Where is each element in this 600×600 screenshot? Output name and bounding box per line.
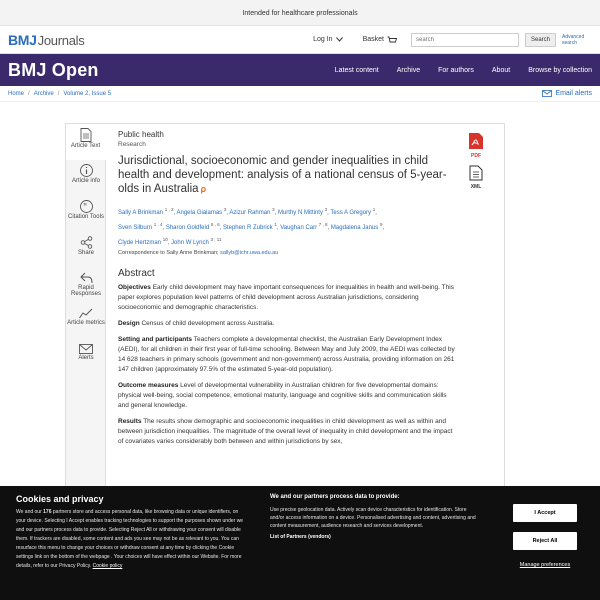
- cookie-purposes: [260, 486, 488, 600]
- reply-icon: [80, 272, 93, 284]
- author-name[interactable]: Stephen R Zubrick: [222, 225, 273, 231]
- share-icon: [80, 236, 93, 249]
- svg-text:": ": [82, 203, 87, 213]
- article-subsection: Research: [118, 141, 146, 148]
- breadcrumb-issue[interactable]: Volume 2, Issue 5: [63, 90, 112, 97]
- article-content: [118, 130, 458, 447]
- breadcrumb: [8, 91, 111, 97]
- advanced-search-link[interactable]: Advanced search: [562, 33, 585, 46]
- manage-preferences-link[interactable]: Manage preferences: [519, 562, 571, 568]
- partners-list-link[interactable]: List of Partners (vendors): [270, 534, 331, 540]
- author-name[interactable]: Tess A Gregory: [330, 210, 372, 216]
- tool-share[interactable]: [66, 232, 106, 268]
- abstract-setting: [118, 335, 458, 375]
- tool-label: Article info: [71, 178, 100, 184]
- breadcrumb-home[interactable]: Home: [8, 90, 25, 97]
- basket-button[interactable]: [363, 36, 397, 44]
- reject-all-button[interactable]: Reject All: [513, 532, 577, 550]
- author-affiliation[interactable]: 3: [223, 207, 227, 212]
- tool-rapid-responses[interactable]: [66, 268, 106, 304]
- envelope-icon: [542, 90, 552, 97]
- tool-label: Alerts: [78, 355, 94, 361]
- tool-citation-tools[interactable]: [66, 196, 106, 232]
- download-tools: [466, 132, 492, 196]
- author-affiliation[interactable]: 3 , 11: [210, 237, 222, 242]
- breadcrumb-archive[interactable]: Archive: [33, 90, 54, 97]
- correspondence-email-link[interactable]: sallyb@ichr.uwa.edu.au: [220, 250, 279, 256]
- author-line: Clyde Hertzman $^{10}$, John W Lynch $^{3 , 11}$: [118, 237, 222, 246]
- tool-alerts[interactable]: [66, 340, 106, 376]
- open-access-icon: 𝛒: [200, 184, 207, 194]
- nav-latest-content[interactable]: Latest content: [334, 66, 379, 74]
- author-list: [118, 204, 458, 249]
- tool-label: Share: [77, 250, 94, 256]
- author-affiliation[interactable]: 5 , 6: [210, 222, 220, 227]
- cookie-body-text: partners store and access personal data, like browsing data or unique identifiers, on your device. Selecting I Accept enables tracking technologies to support the purposes shown under we and our partners process data to provide. Selecting Reject All or withdrawing your consent will disable them. If trackers are disabled, some content and ads you see may not be as relevant to you. You can resurface this menu to change your choices or withdraw consent at any time by clicking the Cookie settings link on the bottom of the webpage . Your choices will have effect within our Website. For more details, refer to our Privacy Policy.: [16, 509, 244, 569]
- cookie-policy-link[interactable]: Cookie policy: [92, 563, 123, 569]
- hcp-notice: Intended for healthcare professionals: [0, 0, 600, 26]
- author-line: Sven Silburn $^{1 , 4}$, Sharon Goldfeld $^{5 , 6}$, Stephen R Zubrick $^1$, Vaughan Carr $^{7 , 8}$, Magdalena Janus $^9$,: [118, 222, 385, 231]
- logo-bmj: BMJ: [8, 31, 37, 48]
- email-alerts-link[interactable]: [542, 90, 592, 97]
- login-button[interactable]: [313, 36, 342, 43]
- envelope-icon: [79, 344, 93, 354]
- tool-label: Rapid Responses: [70, 285, 102, 297]
- cookie-title: Cookies and privacy: [16, 494, 104, 504]
- tool-article-metrics[interactable]: [66, 304, 106, 340]
- cookie-purposes-heading: We and our partners process data to provide:: [270, 494, 400, 500]
- xml-download[interactable]: [466, 165, 486, 190]
- abstract-objectives-label: Objectives: [118, 284, 151, 291]
- pdf-download[interactable]: [466, 132, 486, 159]
- author-name[interactable]: Sven Silburn: [118, 225, 153, 231]
- pdf-label: PDF: [471, 153, 481, 159]
- abstract-results-text: The results show demographic and socioeconomic inequalities in child development as well as within and between jurisdiction inequalities. The magnitude of the overall level of inequality in child development and the impact of covariates varies considerably both between and within jurisdictions by sex,: [118, 418, 453, 445]
- article-panel: [65, 123, 505, 493]
- pdf-icon: [468, 132, 484, 150]
- abstract-objectives-text: Early child development may have important consequences for inequalities in health and well-being. This paper explores population level patterns of child development across Australian jurisdictions, considering socioeconomic and demographic characteristics.: [118, 284, 454, 311]
- document-icon: [80, 128, 92, 142]
- author-name[interactable]: Vaughan Carr: [280, 225, 318, 231]
- nav-archive[interactable]: Archive: [396, 66, 421, 74]
- cookie-info: [0, 486, 260, 600]
- logo-journals: Journals: [37, 32, 85, 48]
- abstract-results-label: Results: [118, 418, 142, 425]
- nav-browse-by-collection[interactable]: Browse by collection: [528, 66, 592, 74]
- xml-file-icon: [469, 165, 483, 181]
- tool-label: Article metrics: [67, 320, 105, 326]
- abstract-setting-text: Teachers complete a developmental checklist, the Australian Early Development Index (AEDI), for all children in their first year of full-time schooling. Between May and July 2009, the AEDI was collected by 14 628 teachers in primary schools (government and non-government) across Australia, providing information on 261 147 children (approximately 97.5% of the estimated 5-year-old population).: [118, 336, 455, 373]
- article-section: Public health: [118, 130, 164, 139]
- author-affiliation[interactable]: 1 , 4: [153, 222, 163, 227]
- author-affiliation[interactable]: 3: [272, 207, 275, 212]
- abstract-design-label: Design: [118, 320, 140, 327]
- metrics-icon: [79, 308, 93, 319]
- cookie-body: [16, 508, 244, 571]
- author-affiliation[interactable]: 1 , 2: [164, 207, 174, 212]
- article-title-text: Jurisdictional, socioeconomic and gender inequalities in child health and development: analysis of a national census of 5-year-olds in Australia: [118, 155, 447, 195]
- bmj-journals-logo[interactable]: [8, 32, 84, 48]
- journal-bar: [0, 54, 600, 86]
- journal-title[interactable]: BMJ Open: [8, 59, 99, 80]
- author-affiliation[interactable]: 3: [324, 207, 328, 212]
- journal-nav: [335, 67, 592, 74]
- tool-label: Article Text: [70, 143, 101, 149]
- abstract-outcome-text: Level of developmental vulnerability in Australian children for five developmental domains: physical well-being, social competence, emotional maturity, language and cognitive skills and communication skills and general knowledge.: [118, 382, 447, 409]
- cookie-body-prefix: We and our: [16, 509, 44, 515]
- article-tools-sidebar: [66, 124, 106, 492]
- chevron-down-icon: [336, 37, 343, 42]
- cookie-consent-banner: [0, 486, 600, 600]
- basket-icon: [387, 36, 397, 44]
- tool-article-text[interactable]: [66, 124, 106, 160]
- correspondence-label: Correspondence to Sally Anne Brinkman;: [118, 250, 219, 256]
- breadcrumb-row: [0, 86, 600, 102]
- correspondence: [118, 250, 458, 256]
- author-name[interactable]: Sharon Goldfeld: [165, 225, 210, 231]
- basket-label: Basket: [362, 36, 384, 43]
- author-line: Sally A Brinkman $^{1 , 2}$, Angela Gialamas $^3$, Azizur Rahman $^3$, Murthy N Mittinty $^3$, Tess A Gregory $^1$,: [118, 207, 377, 216]
- breadcrumb-separator: /: [57, 90, 60, 97]
- login-label: Log In: [313, 36, 333, 43]
- abstract-outcome-label: Outcome measures: [118, 382, 179, 389]
- cookie-actions: [488, 486, 600, 600]
- abstract-setting-label: Setting and participants: [118, 336, 193, 343]
- abstract-design-text: Census of child development across Australia.: [141, 320, 275, 327]
- partners-count: 176: [43, 509, 52, 515]
- author-affiliation[interactable]: 1: [274, 222, 277, 227]
- abstract-outcome: [118, 381, 458, 411]
- breadcrumb-separator: /: [28, 90, 30, 97]
- author-name[interactable]: Magdalena Janus: [330, 225, 379, 231]
- author-name[interactable]: Angela Gialamas: [176, 210, 223, 216]
- accept-button[interactable]: I Accept: [513, 504, 577, 522]
- email-alerts-label: Email alerts: [555, 90, 592, 97]
- author-affiliation[interactable]: 1: [372, 207, 376, 212]
- nav-about[interactable]: About: [491, 66, 511, 74]
- author-name[interactable]: John W Lynch: [171, 240, 209, 246]
- tool-label: Citation Tools: [68, 214, 104, 220]
- author-name[interactable]: Clyde Hertzman: [118, 240, 162, 246]
- author-affiliation[interactable]: 10: [162, 237, 168, 242]
- abstract-heading: Abstract: [118, 268, 155, 279]
- search-input[interactable]: [411, 33, 519, 47]
- nav-for-authors[interactable]: For authors: [438, 66, 474, 74]
- site-header: [0, 26, 600, 54]
- cookie-purposes-text: Use precise geolocation data. Actively scan device characteristics for identification. Store and/or access information on a device. Personalised advertising and content, advertising and content measurement, audience research and services development.: [270, 507, 476, 529]
- author-name[interactable]: Azizur Rahman: [229, 210, 271, 216]
- abstract-objectives: [118, 283, 458, 313]
- xml-label: XML: [470, 184, 482, 190]
- author-name[interactable]: Murthy N Mittinty: [277, 210, 323, 216]
- author-affiliation[interactable]: 9: [379, 222, 383, 227]
- article-title: [118, 154, 458, 196]
- abstract-design: [118, 319, 458, 329]
- quote-icon: [80, 200, 93, 213]
- author-affiliation[interactable]: 7 , 8: [318, 222, 328, 227]
- author-name[interactable]: Sally A Brinkman: [118, 210, 164, 216]
- abstract-results: [118, 417, 458, 447]
- info-icon: [80, 164, 93, 177]
- tool-article-info[interactable]: [66, 160, 106, 196]
- search-button[interactable]: Search: [525, 33, 556, 47]
